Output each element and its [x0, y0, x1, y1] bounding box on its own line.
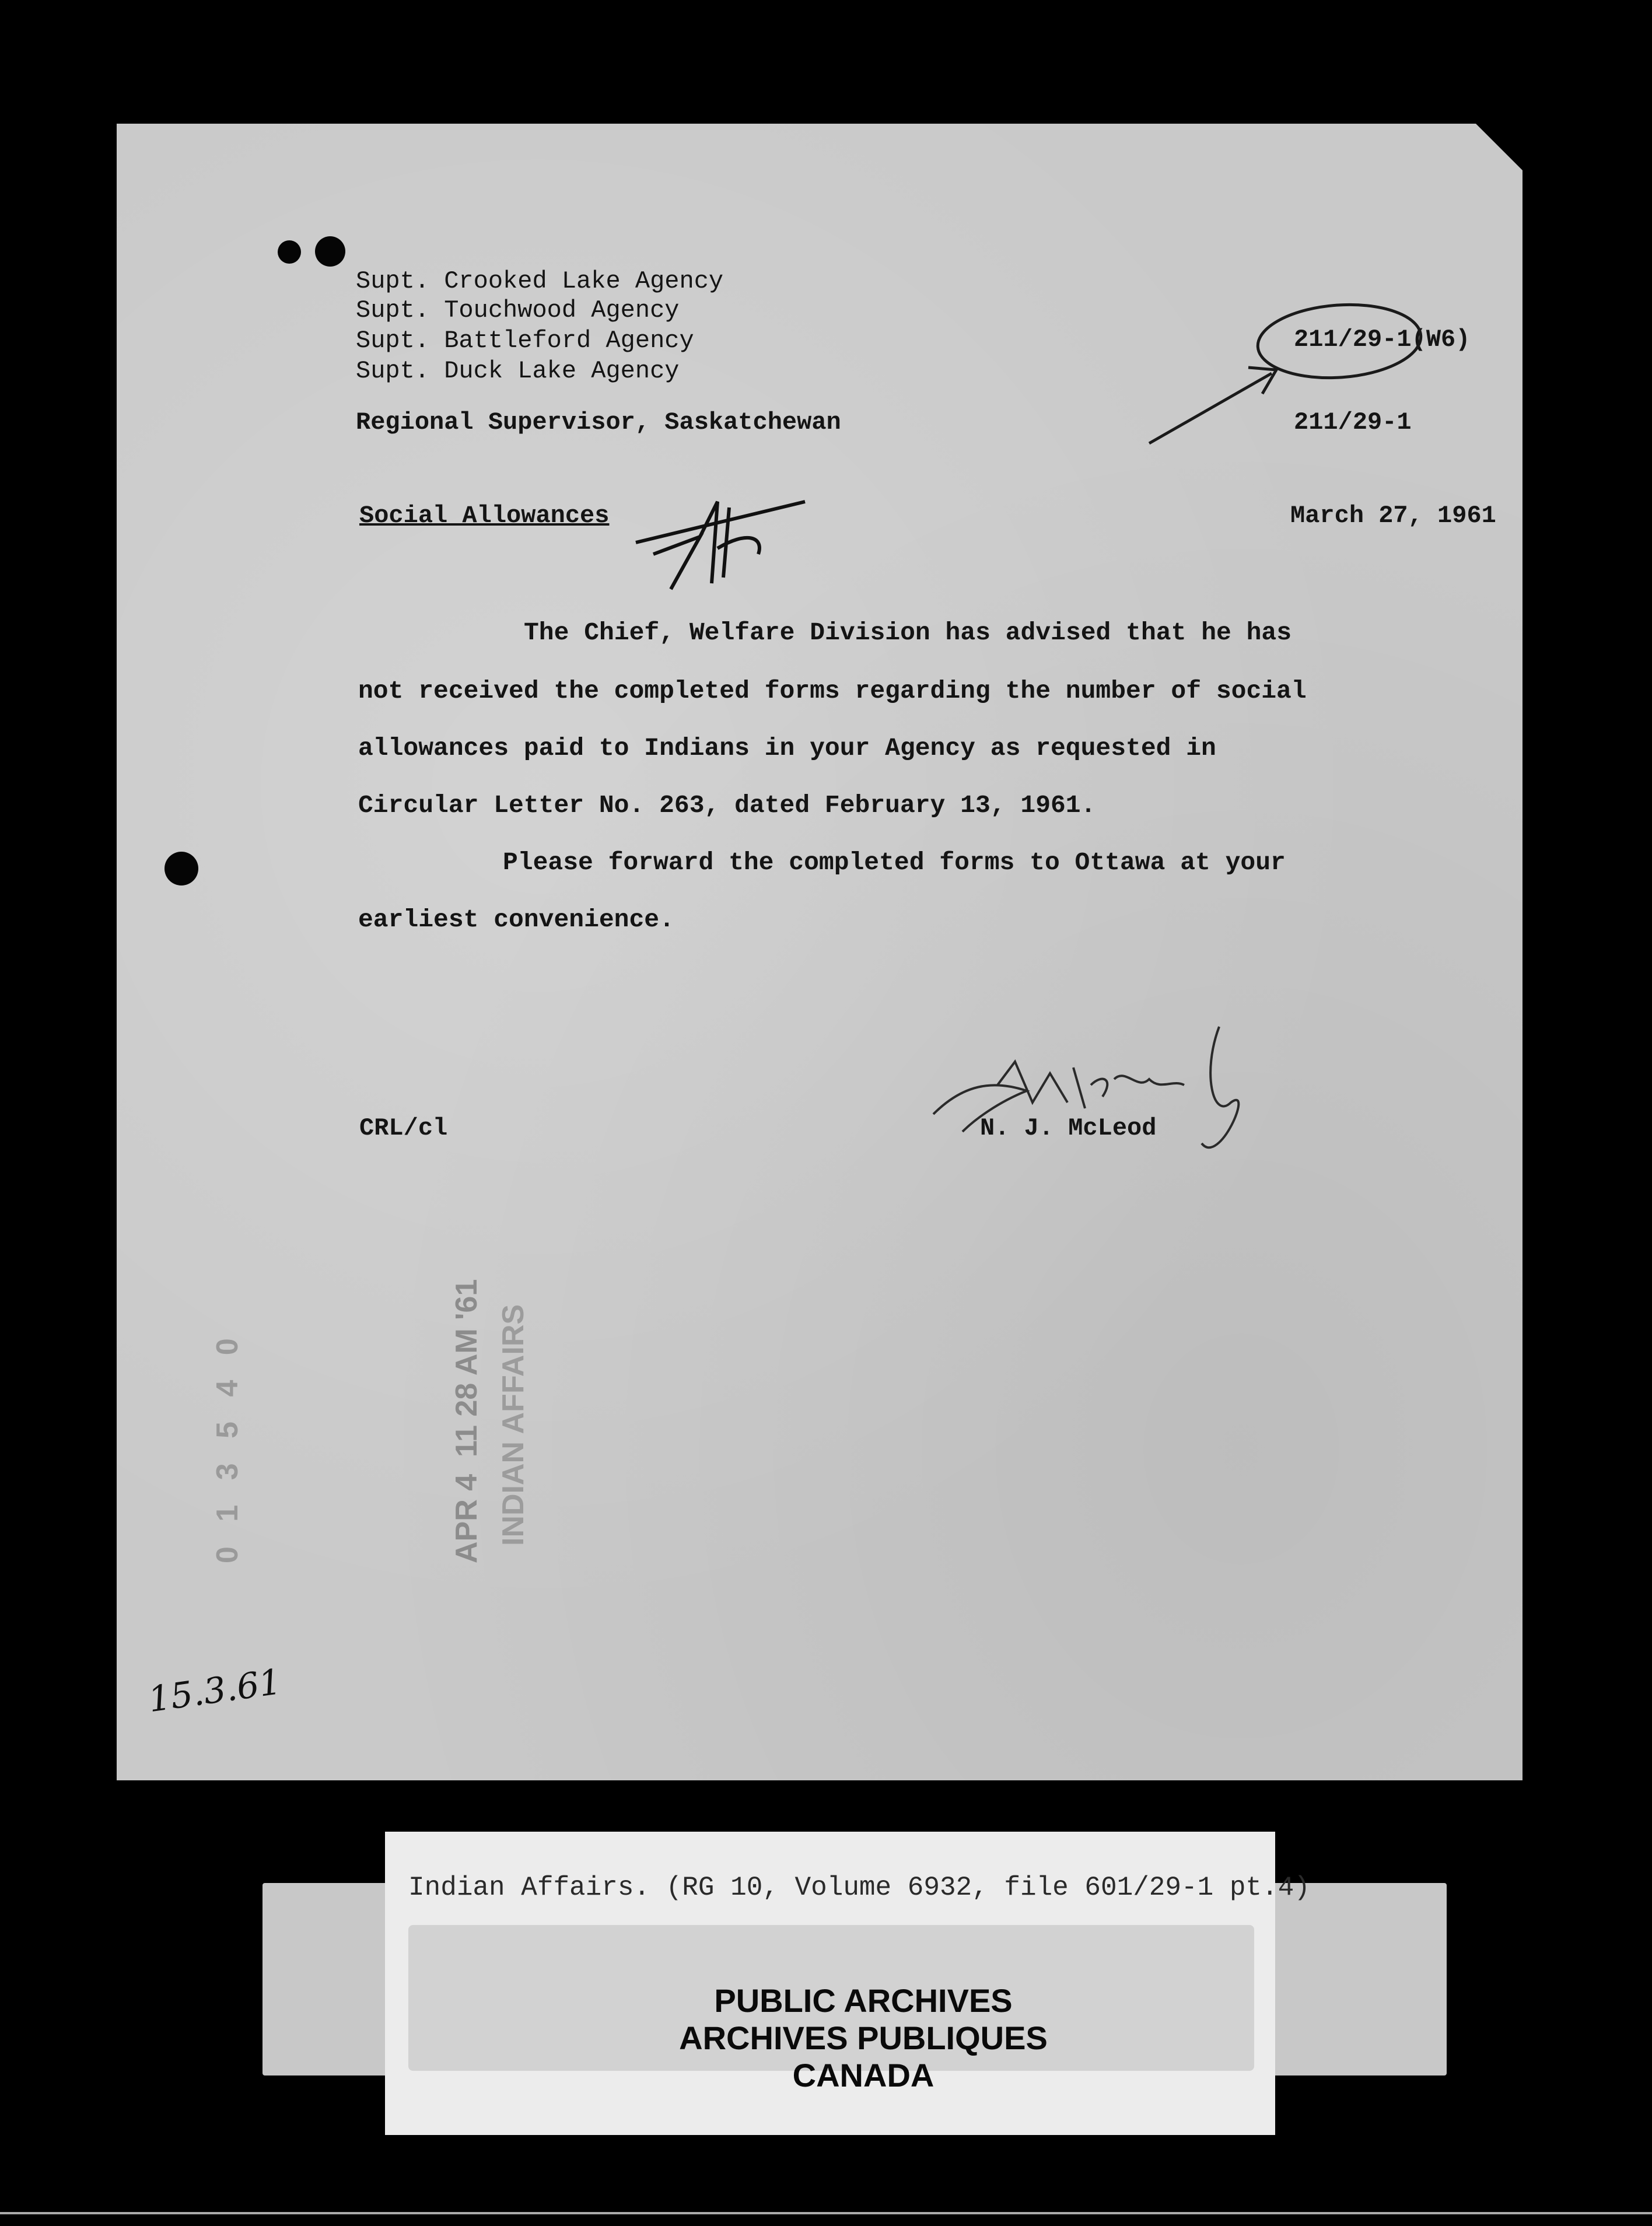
punch-hole-top [315, 236, 345, 267]
letter-date: March 27, 1961 [1290, 502, 1496, 530]
recipient-line: Supt. Crooked Lake Agency [356, 267, 724, 295]
received-stamp-date: APR 4 11 28 AM '61 [450, 1279, 484, 1563]
handwritten-date: 15.3.61 [146, 1661, 284, 1721]
bottom-edge [0, 2212, 1652, 2214]
received-stamp-office: INDIAN AFFAIRS [496, 1304, 530, 1546]
reference-initials: CRL/cl [359, 1114, 448, 1142]
archive-source-line: Indian Affairs. (RG 10, Volume 6932, file 601/29-1 pt.4) [408, 1873, 1310, 1903]
recipient-line: Supt. Battleford Agency [356, 327, 694, 355]
folded-corner [1476, 124, 1522, 170]
body-line: Circular Letter No. 263, dated February 13, 1961. [358, 791, 1096, 820]
body-line: Please forward the completed forms to Ottawa at your [503, 848, 1286, 877]
body-line: allowances paid to Indians in your Agency as requested in [358, 734, 1216, 762]
file-reference-primary: 211/29-1(W6) [1294, 326, 1471, 354]
body-line: earliest convenience. [358, 905, 674, 934]
signatory-name: N. J. McLeod [980, 1114, 1157, 1142]
body-line: not received the completed forms regarding the number of social [358, 677, 1307, 705]
file-reference-secondary: 211/29-1 [1294, 408, 1412, 436]
archive-name-en: PUBLIC ARCHIVES [714, 1982, 1013, 2019]
sender: Regional Supervisor, Saskatchewan [356, 408, 841, 436]
subject: Social Allowances [359, 502, 610, 530]
archive-name-fr: ARCHIVES PUBLIQUES [679, 2020, 1048, 2056]
punch-hole-middle [164, 852, 198, 886]
numbered-stamp: 0 1 3 5 4 0 [211, 1330, 244, 1563]
punch-hole-top-second [278, 240, 301, 264]
recipient-line: Supt. Touchwood Agency [356, 296, 680, 324]
archive-country: CANADA [792, 2057, 935, 2094]
signature [928, 1015, 1301, 1167]
body-line: The Chief, Welfare Division has advised that he has [524, 618, 1292, 647]
recipient-line: Supt. Duck Lake Agency [356, 357, 680, 385]
handwritten-initials-mark [630, 467, 817, 595]
